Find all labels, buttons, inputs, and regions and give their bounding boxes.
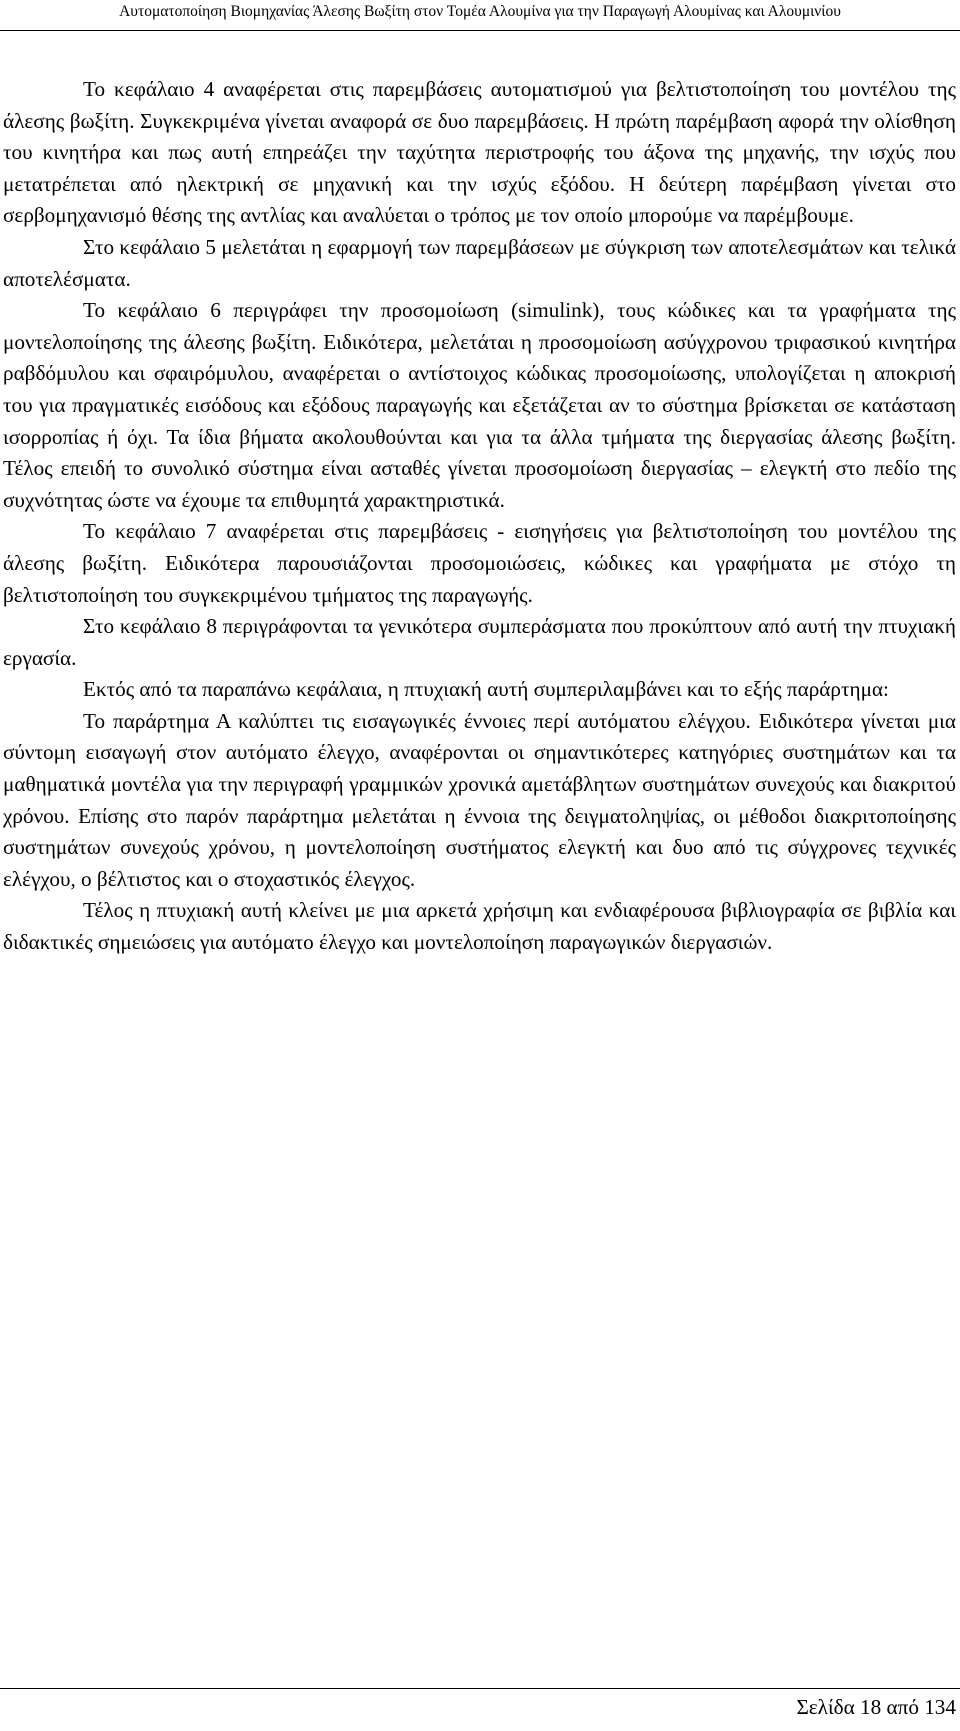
paragraph-appendix-intro: Εκτός από τα παραπάνω κεφάλαια, η πτυχιακή αυτή συμπεριλαμβάνει και το εξής παράρτημα: (83, 677, 889, 702)
paragraph-bibliography: Τέλος η πτυχιακή αυτή κλείνει με μια αρκετά χρήσιμη και ενδιαφέρουσα βιβλιογραφία σε βιβλία και διδακτικές σημειώσεις για αυτόματο έλεγχο και μοντελοποίηση παραγωγικών διεργασιών. (3, 898, 956, 955)
paragraph-chapter-5: Στο κεφάλαιο 5 μελετάται η εφαρμογή των παρεμβάσεων με σύγκριση των αποτελεσμάτων και τελικά αποτελέσματα. (3, 234, 956, 291)
document-body (3, 74, 956, 959)
paragraph-chapter-7: Το κεφάλαιο 7 αναφέρεται στις παρεμβάσεις - εισηγήσεις για βελτιστοποίηση του μοντέλου της άλεσης βωξίτη. Ειδικότερα παρουσιάζονται προσομοιώσεις, κώδικες και γραφήματα με στόχο τη βελτιστοποίηση του συγκεκριμένου τμήματος της παραγωγής. (3, 519, 956, 607)
paragraph-chapter-4: Το κεφάλαιο 4 αναφέρεται στις παρεμβάσεις αυτοματισμού για βελτιστοποίηση του μοντέλου της άλεσης βωξίτη. Συγκεκριμένα γίνεται αναφορά σε δυο παρεμβάσεις. Η πρώτη παρέμβαση αφορά την ολίσθηση του κινητήρα και πως αυτή επηρεάζει την ταχύτητα περιστροφής του άξονα της μηχανής, την ισχύς που μετατρέπεται από ηλεκτρική σε μηχανική και την ισχύς εξόδου. Η δεύτερη παρέμβαση γίνεται στο σερβομηχανισμό θέσης της αντλίας και αναλύεται ο τρόπος με τον οποίο μπορούμε να παρέμβουμε. (3, 77, 956, 228)
running-header-title: Αυτοματοποίηση Βιομηχανίας Άλεσης Βωξίτη στον Τομέα Αλουμίνα για την Παραγωγή Αλουμίνας και Αλουμινίου (119, 3, 841, 20)
running-header (0, 0, 960, 31)
paragraph-chapter-6: Το κεφάλαιο 6 περιγράφει την προσομοίωση (simulink), τους κώδικες και τα γραφήματα της μοντελοποίησης της άλεσης βωξίτη. Ειδικότερα, μελετάται η προσομοίωση ασύγχρονου τριφασικού κινητήρα ραβδόμυλου και σφαιρόμυλου, αναφέρεται ο αντίστοιχος κώδικας προσομοίωσης, υπολογίζεται η αποκρισή του για πραγματικές εισόδους και εξόδους παραγωγής και εξετάζεται αν το σύστημα βρίσκεται σε κατάσταση ισορροπίας ή όχι. Τα ίδια βήματα ακολουθούνται και για τα άλλα τμήματα της διεργασίας άλεσης βωξίτη. Τέλος επειδή το συνολικό σύστημα είναι ασταθές γίνεται προσομοίωση διεργασίας – ελεγκτή στο πεδίο της συχνότητας ώστε να έχουμε τα επιθυμητά χαρακτηριστικά. (3, 298, 956, 512)
paragraph-chapter-8: Στο κεφάλαιο 8 περιγράφονται τα γενικότερα συμπεράσματα που προκύπτουν από αυτή την πτυχιακή εργασία. (3, 614, 956, 670)
page-footer (0, 1688, 960, 1731)
page-number: Σελίδα 18 από 134 (796, 1695, 956, 1719)
paragraph-appendix-a: Το παράρτημα Α καλύπτει τις εισαγωγικές έννοιες περί αυτόματου ελέγχου. Ειδικότερα γίνεται μια σύντομη εισαγωγή στον αυτόματο έλεγχο, αναφέρονται οι σημαντικότερες κατηγόριες συστημάτων και τα μαθηματικά μοντέλα για την περιγραφή γραμμικών χρονικά αμετάβλητων συστημάτων συνεχούς και διακριτού χρόνου. Επίσης στο παρόν παράρτημα μελετάται η έννοια της δειγματοληψίας, οι μέθοδοι διακριτοποίησης συστημάτων συνεχούς χρόνου, η μοντελοποίηση συστήματος ελεγκτή και δυο από τις σύγχρονες τεχνικές ελέγχου, ο βέλτιστος και ο στοχαστικός έλεγχος. (3, 708, 956, 891)
